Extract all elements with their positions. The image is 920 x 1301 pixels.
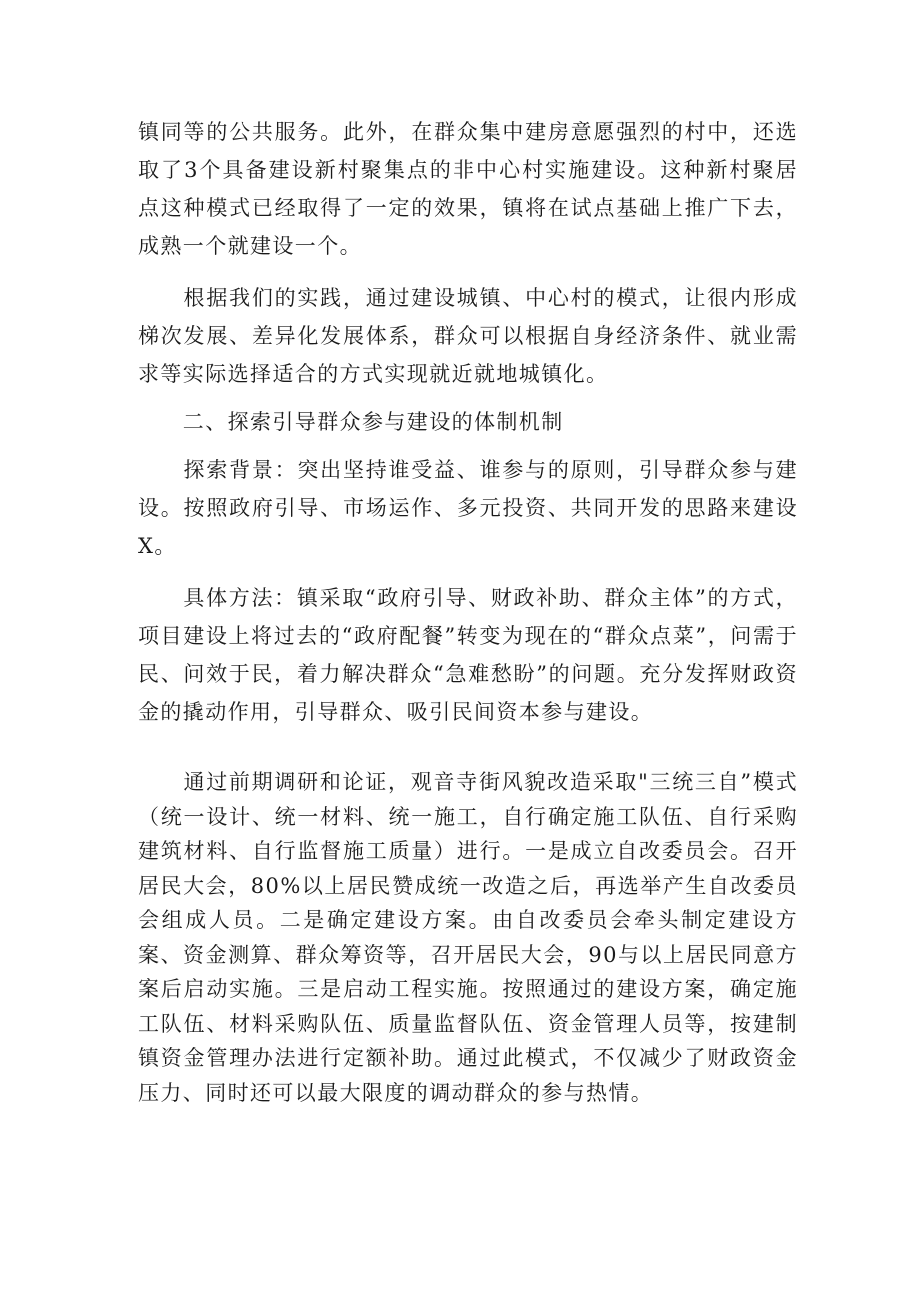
document-body xyxy=(138,113,798,1110)
paragraph-spacer xyxy=(138,441,798,451)
paragraph-model-details: 通过前期调研和论证，观音寺街风貌改造采取"三统三自”模式（统一设计、统一材料、统一施工，自行确定施工队伍、自行采购建筑材料、自行监督施工质量）进行。一是成立自改委员会。召开居民大会，80%以上居民赞成统一改造之后，再选举产生自改委员会组成人员。二是确定建设方案。由自改委员会牵头制定建设方案、资金测算、群众筹资等，召开居民大会，90与以上居民同意方案后启动实施。三是启动工程实施。按照通过的建设方案，确定施工队伍、材料采购队伍、质量监督队伍、资金管理人员等，按建制镇资金管理办法进行定额补助。通过此模式，不仅减少了财政资金压力、同时还可以最大限度的调动群众的参与热情。 xyxy=(138,770,798,1105)
paragraph-spacer xyxy=(138,393,798,403)
section-heading: 二、探索引导群众参与建设的体制机制 xyxy=(138,410,564,434)
paragraph-spacer xyxy=(138,565,798,579)
paragraph-spacer xyxy=(138,731,798,765)
paragraph-public-services: 镇同等的公共服务。此外，在群众集中建房意愿强烈的村中，还选取了3个具备建设新村聚集点的非中心村实施建设。这种新村聚居点这种模式已经取得了一定的效果，镇将在试点基础上推广下去，成熟一个就建设一个。 xyxy=(138,120,798,258)
paragraph-practice-summary: 根据我们的实践，通过建设城镇、中心村的模式，让很内形成梯次发展、差异化发展体系，群众可以根据自身经济条件、就业需求等实际选择适合的方式实现就近就地城镇化。 xyxy=(138,286,798,386)
paragraph-methods: 具体方法：镇采取“政府引导、财政补助、群众主体”的方式，项目建设上将过去的“政府配餐”转变为现在的“群众点菜”，问需于民、问效于民，着力解决群众“急难愁盼”的问题。充分发挥财政资金的撬动作用，引导群众、吸引民间资本参与建设。 xyxy=(138,586,798,724)
paragraph-background: 探索背景：突出坚持谁受益、谁参与的原则，引导群众参与建设。按照政府引导、市场运作、多元投资、共同开发的思路来建设X。 xyxy=(138,458,798,558)
paragraph-spacer xyxy=(138,265,798,279)
